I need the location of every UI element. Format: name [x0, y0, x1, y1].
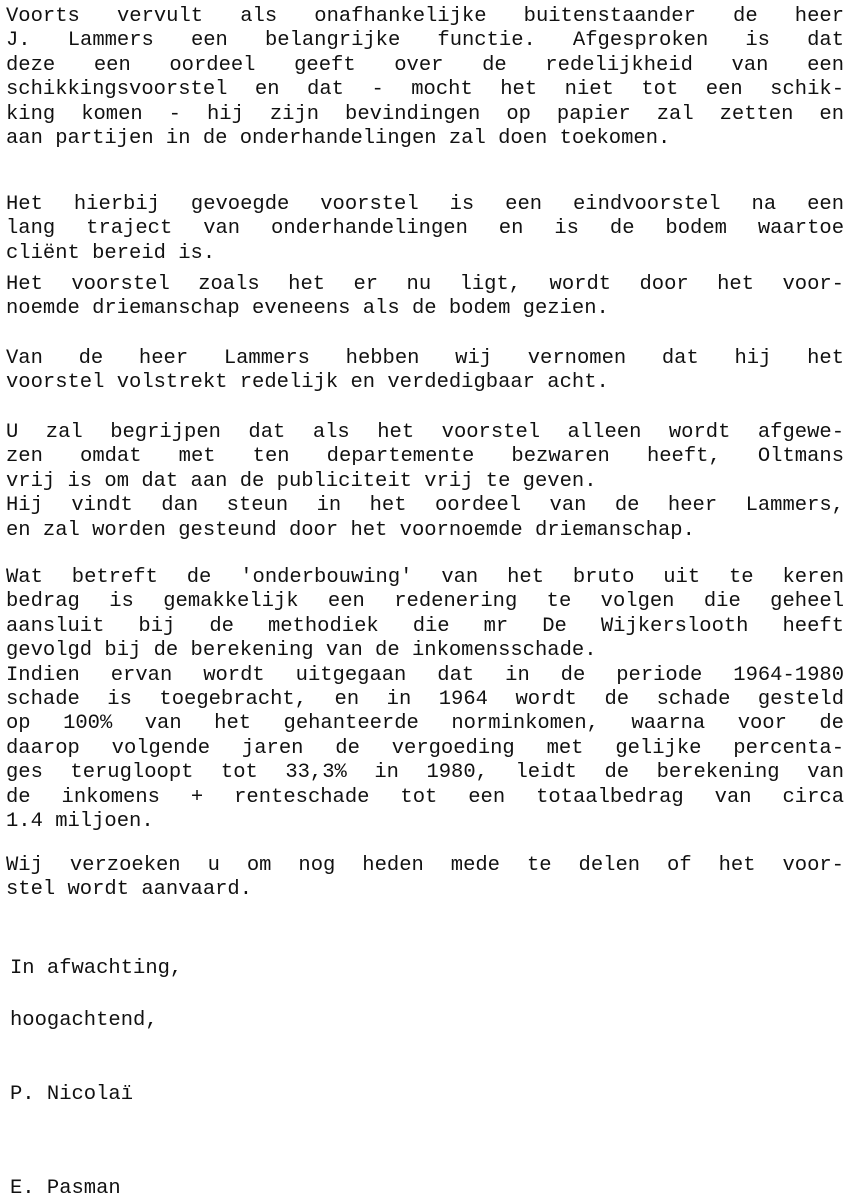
paragraph-triumvirate-view: [6, 273, 844, 322]
paragraph-request: [6, 854, 844, 903]
text-line: 1.4 miljoen.: [6, 809, 154, 833]
paragraph-publicity: [6, 421, 844, 543]
text-line: daarop volgende jaren de vergoeding met gelijke percenta-: [6, 736, 844, 760]
paragraph-final-proposal: [6, 193, 844, 266]
text-line: deze een oordeel geeft over de redelijkheid van een: [6, 53, 844, 77]
paragraph-lammers-opinion: [6, 347, 844, 396]
text-line: Voorts vervult als onafhankelijke buitenstaander de heer: [6, 5, 844, 28]
text-line: gevolgd bij de berekening van de inkomensschade.: [6, 639, 597, 663]
paragraph-substantiation: [6, 566, 844, 834]
text-line: cliënt bereid is.: [6, 241, 216, 265]
text-line: schade is toegebracht, en in 1964 wordt de schade gesteld: [6, 687, 844, 711]
text-line: schikkingsvoorstel en dat - mocht het niet tot een schik-: [6, 78, 844, 102]
text-line: en zal worden gesteund door het voornoemde driemanschap.: [6, 518, 695, 542]
text-line: Het voorstel zoals het er nu ligt, wordt door het voor-: [6, 273, 844, 296]
text-line: stel wordt aanvaard.: [6, 878, 253, 902]
text-line: noemde driemanschap eveneens als de bodem gezien.: [6, 297, 609, 321]
text-line: ges terugloopt tot 33,3% in 1980, leidt de berekening van: [6, 761, 844, 785]
signatory-nicolai: P. Nicolaï: [10, 1083, 134, 1106]
text-line: lang traject van onderhandelingen en is de bodem waartoe: [6, 217, 844, 241]
text-line: aansluit bij de methodiek die mr De Wijkerslooth heeft: [6, 614, 844, 638]
closing-greeting: In afwachting,: [10, 957, 183, 980]
text-line: bedrag is gemakkelijk een redenering te volgen die geheel: [6, 590, 844, 614]
text-line: de inkomens + renteschade tot een totaalbedrag van circa: [6, 785, 844, 809]
text-line: Wij verzoeken u om nog heden mede te delen of het voor-: [6, 854, 844, 877]
text-line: voorstel volstrekt redelijk en verdedigbaar acht.: [6, 371, 609, 395]
text-line: Van de heer Lammers hebben wij vernomen dat hij het: [6, 347, 844, 370]
text-line: aan partijen in de onderhandelingen zal doen toekomen.: [6, 126, 671, 150]
text-line: vrij is om dat aan de publiciteit vrij te geven.: [6, 469, 597, 493]
text-line: Wat betreft de 'onderbouwing' van het bruto uit te keren: [6, 566, 844, 589]
text-line: J. Lammers een belangrijke functie. Afgesproken is dat: [6, 29, 844, 53]
text-line: op 100% van het gehanteerde norminkomen, waarna voor de: [6, 712, 844, 736]
text-line: zen omdat met ten departemente bezwaren heeft, Oltmans: [6, 445, 844, 469]
text-line: Indien ervan wordt uitgegaan dat in de periode 1964-1980: [6, 663, 844, 687]
text-line: Het hierbij gevoegde voorstel is een eindvoorstel na een: [6, 193, 844, 216]
text-line: Hij vindt dan steun in het oordeel van de heer Lammers,: [6, 494, 844, 518]
closing-salutation: hoogachtend,: [10, 1009, 158, 1032]
signatory-pasman: E. Pasman: [10, 1177, 121, 1200]
text-line: king komen - hij zijn bevindingen op papier zal zetten en: [6, 102, 844, 126]
paragraph-lammers-role: [6, 5, 844, 151]
text-line: U zal begrijpen dat als het voorstel alleen wordt afgewe-: [6, 421, 844, 444]
